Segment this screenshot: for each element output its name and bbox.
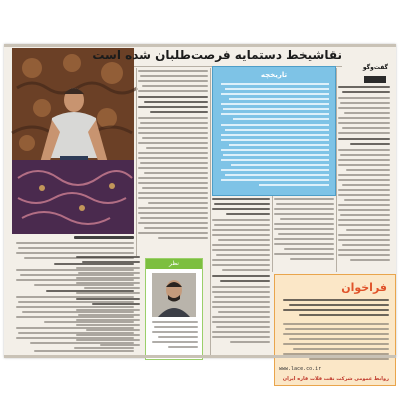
text-column-5 xyxy=(76,256,140,356)
advert-url: www.lace.co.ir xyxy=(279,366,322,372)
artist-photo xyxy=(12,48,134,234)
section-tag xyxy=(364,76,386,83)
article-headline: نقاشیخط دستمایه فرصت‌طلبان شده است xyxy=(92,48,342,62)
section-label: گفت‌وگو xyxy=(362,64,388,71)
advert-footer: روابط عمومی شرکت نفت فلات قاره ایران xyxy=(282,376,389,382)
bottom-edge xyxy=(4,355,396,358)
column-divider xyxy=(210,68,211,356)
top-edge xyxy=(4,44,396,47)
history-box xyxy=(212,66,336,196)
column-divider xyxy=(336,68,337,272)
column-divider xyxy=(272,196,273,272)
text-column-2 xyxy=(138,70,208,254)
advert-box xyxy=(274,274,396,386)
quote-box xyxy=(145,258,203,360)
advert-title: فراخوان xyxy=(341,281,387,294)
text-column-3 xyxy=(212,198,270,354)
history-box-title: تاریخچه xyxy=(260,71,288,79)
author-portrait xyxy=(152,273,196,317)
newspaper-page xyxy=(4,44,396,382)
quote-box-label: نظر xyxy=(146,259,202,269)
column-divider xyxy=(136,68,137,256)
text-column-right xyxy=(338,86,390,270)
text-column-4 xyxy=(274,198,334,270)
